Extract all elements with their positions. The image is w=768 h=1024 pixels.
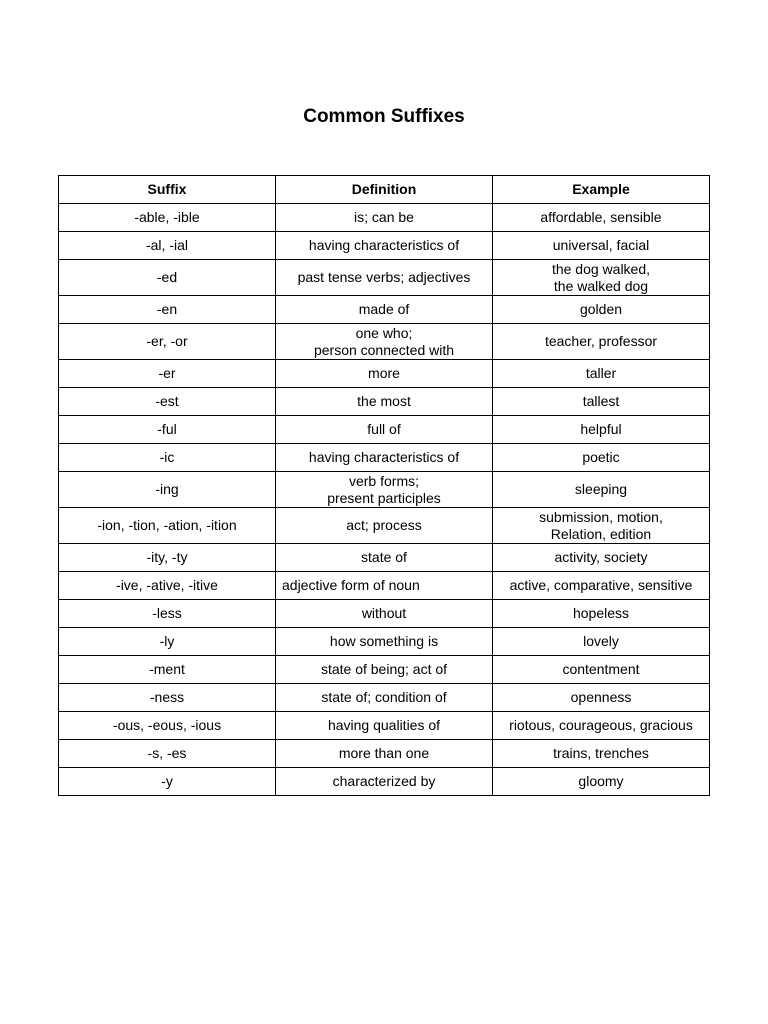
cell-example: taller (493, 360, 710, 388)
header-suffix: Suffix (59, 176, 276, 204)
table-row (59, 572, 710, 600)
table-row (59, 768, 710, 796)
suffix-table (58, 175, 710, 796)
cell-example: universal, facial (493, 232, 710, 260)
cell-definition: the most (276, 388, 493, 416)
cell-example: teacher, professor (493, 324, 710, 360)
cell-definition: is; can be (276, 204, 493, 232)
cell-suffix: -al, -ial (59, 232, 276, 260)
cell-definition: more (276, 360, 493, 388)
table-row (59, 324, 710, 360)
cell-suffix: -ly (59, 628, 276, 656)
table-row (59, 684, 710, 712)
cell-example: affordable, sensible (493, 204, 710, 232)
table-row (59, 740, 710, 768)
cell-definition: act; process (276, 508, 493, 544)
cell-suffix: -er, -or (59, 324, 276, 360)
table-row (59, 416, 710, 444)
table-row (59, 508, 710, 544)
cell-example: helpful (493, 416, 710, 444)
cell-definition: one who; person connected with (276, 324, 493, 360)
cell-example: openness (493, 684, 710, 712)
cell-example: lovely (493, 628, 710, 656)
cell-suffix: -en (59, 296, 276, 324)
cell-suffix: -ness (59, 684, 276, 712)
table-row (59, 628, 710, 656)
cell-suffix: -ment (59, 656, 276, 684)
cell-definition: past tense verbs; adjectives (276, 260, 493, 296)
cell-example: tallest (493, 388, 710, 416)
cell-definition: more than one (276, 740, 493, 768)
cell-example: active, comparative, sensitive (493, 572, 710, 600)
cell-example: contentment (493, 656, 710, 684)
table-body (59, 204, 710, 796)
cell-suffix: -ing (59, 472, 276, 508)
table-row (59, 712, 710, 740)
cell-example: the dog walked, the walked dog (493, 260, 710, 296)
header-definition: Definition (276, 176, 493, 204)
table-row (59, 388, 710, 416)
cell-suffix: -less (59, 600, 276, 628)
table-row (59, 260, 710, 296)
table-header-row (59, 176, 710, 204)
cell-definition: having characteristics of (276, 232, 493, 260)
cell-definition: without (276, 600, 493, 628)
table-row (59, 656, 710, 684)
table-row (59, 472, 710, 508)
cell-example: trains, trenches (493, 740, 710, 768)
cell-suffix: -ity, -ty (59, 544, 276, 572)
cell-suffix: -y (59, 768, 276, 796)
cell-definition: having characteristics of (276, 444, 493, 472)
cell-definition: verb forms; present participles (276, 472, 493, 508)
cell-suffix: -ive, -ative, -itive (59, 572, 276, 600)
cell-example: sleeping (493, 472, 710, 508)
cell-suffix: -s, -es (59, 740, 276, 768)
cell-definition: state of being; act of (276, 656, 493, 684)
cell-definition: adjective form of noun (276, 572, 493, 600)
cell-suffix: -ion, -tion, -ation, -ition (59, 508, 276, 544)
cell-definition: made of (276, 296, 493, 324)
table-row (59, 204, 710, 232)
table-row (59, 360, 710, 388)
cell-definition: how something is (276, 628, 493, 656)
table-row (59, 232, 710, 260)
table-row (59, 600, 710, 628)
cell-example: gloomy (493, 768, 710, 796)
cell-definition: characterized by (276, 768, 493, 796)
table-row (59, 444, 710, 472)
table-row (59, 296, 710, 324)
cell-example: golden (493, 296, 710, 324)
cell-definition: state of; condition of (276, 684, 493, 712)
cell-definition: full of (276, 416, 493, 444)
cell-suffix: -est (59, 388, 276, 416)
cell-definition: having qualities of (276, 712, 493, 740)
cell-example: poetic (493, 444, 710, 472)
page-title: Common Suffixes (303, 105, 465, 127)
cell-suffix: -ful (59, 416, 276, 444)
cell-suffix: -er (59, 360, 276, 388)
cell-example: submission, motion, Relation, edition (493, 508, 710, 544)
header-example: Example (493, 176, 710, 204)
cell-suffix: -ous, -eous, -ious (59, 712, 276, 740)
cell-definition: state of (276, 544, 493, 572)
cell-example: riotous, courageous, gracious (493, 712, 710, 740)
cell-suffix: -ic (59, 444, 276, 472)
cell-suffix: -ed (59, 260, 276, 296)
cell-suffix: -able, -ible (59, 204, 276, 232)
cell-example: activity, society (493, 544, 710, 572)
cell-example: hopeless (493, 600, 710, 628)
table-row (59, 544, 710, 572)
